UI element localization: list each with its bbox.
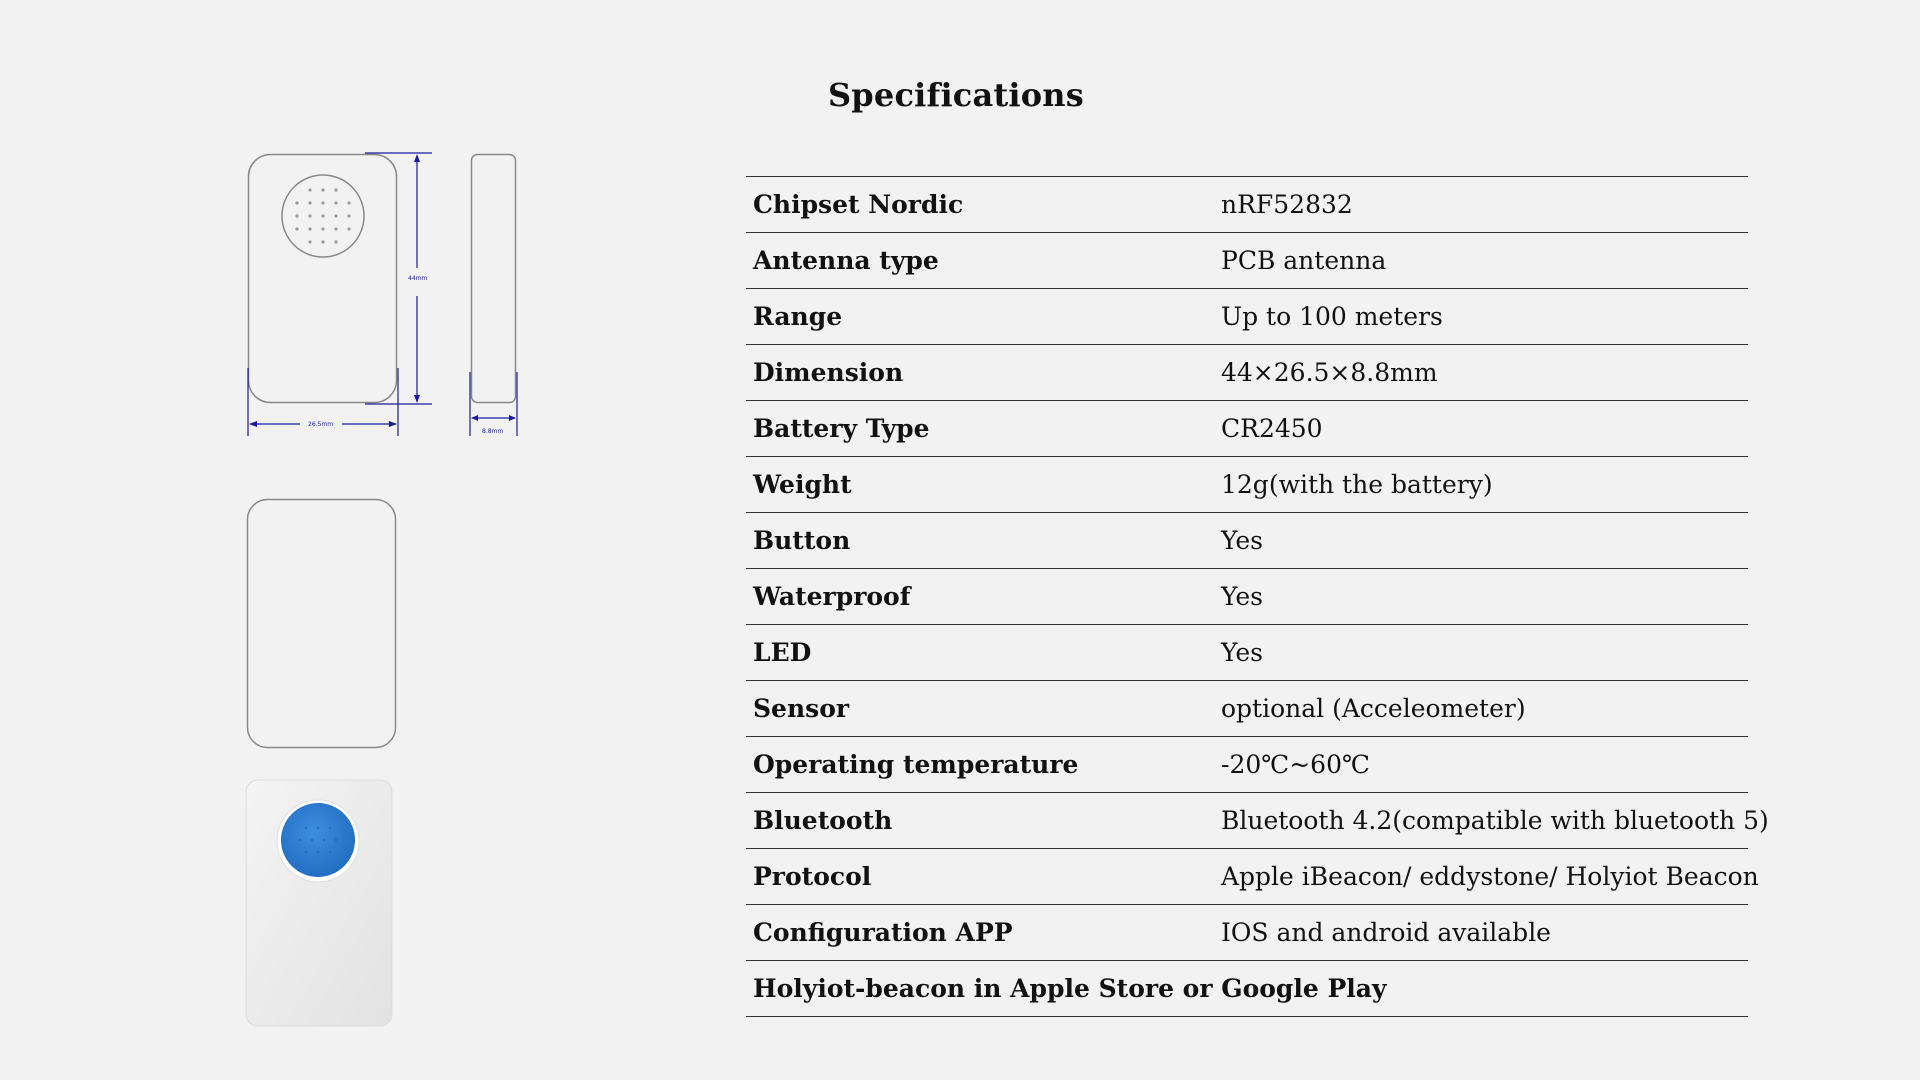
spec-label: Configuration APP <box>753 918 1013 947</box>
spec-value: nRF52832 <box>1221 190 1353 219</box>
spec-label: Sensor <box>753 694 850 723</box>
spec-value: -20℃~60℃ <box>1221 750 1370 779</box>
product-render <box>244 778 396 1030</box>
spec-row <box>746 905 1748 961</box>
depth-dimension-label: 8.8mm <box>482 428 504 435</box>
spec-label: Chipset Nordic <box>753 190 964 219</box>
spec-value: optional (Acceleometer) <box>1221 694 1526 723</box>
spec-label: Bluetooth <box>753 806 893 835</box>
width-dimension-label: 26.5mm <box>308 421 334 428</box>
spec-row <box>746 569 1748 625</box>
spec-row <box>746 513 1748 569</box>
spec-value: Yes <box>1221 638 1263 667</box>
spec-value: 44×26.5×8.8mm <box>1221 358 1438 387</box>
spec-row <box>746 345 1748 401</box>
spec-row <box>746 289 1748 345</box>
spec-label: Operating temperature <box>753 750 1079 779</box>
back-view-drawing <box>246 498 398 750</box>
spec-row <box>746 401 1748 457</box>
spec-label: Waterproof <box>753 582 911 611</box>
spec-value: PCB antenna <box>1221 246 1387 275</box>
spec-label: Dimension <box>753 358 904 387</box>
spec-row <box>746 793 1769 849</box>
spec-footer-row <box>746 961 1748 1017</box>
blue-button-icon <box>281 803 355 877</box>
spec-row <box>746 177 1748 233</box>
spec-label: Protocol <box>753 862 872 891</box>
spec-row <box>746 625 1748 681</box>
spec-label: Antenna type <box>753 246 939 275</box>
page-title: Specifications <box>828 76 1084 114</box>
spec-value: 12g(with the battery) <box>1221 470 1493 499</box>
spec-value: Up to 100 meters <box>1221 302 1443 331</box>
front-view-drawing <box>240 148 440 444</box>
app-store-note: Holyiot-beacon in Apple Store or Google Play <box>753 974 1387 1003</box>
spec-value: Yes <box>1221 526 1263 555</box>
spec-row <box>746 737 1748 793</box>
side-view-drawing <box>466 148 526 444</box>
spec-row <box>746 233 1748 289</box>
spec-value: CR2450 <box>1221 414 1323 443</box>
spec-row <box>746 681 1748 737</box>
spec-label: Battery Type <box>753 414 930 443</box>
spec-label: Range <box>753 302 843 331</box>
spec-value: Apple iBeacon/ eddystone/ Holyiot Beacon <box>1221 862 1759 891</box>
spec-label: LED <box>753 638 812 667</box>
spec-value: Yes <box>1221 582 1263 611</box>
specifications-table <box>746 176 1769 1017</box>
spec-label: Weight <box>753 470 852 499</box>
spec-label: Button <box>753 526 851 555</box>
spec-value: IOS and android available <box>1221 918 1551 947</box>
spec-value: Bluetooth 4.2(compatible with bluetooth 5) <box>1221 806 1769 835</box>
height-dimension-label: 44mm <box>408 275 428 282</box>
spec-row <box>746 457 1748 513</box>
spec-row <box>746 849 1759 905</box>
